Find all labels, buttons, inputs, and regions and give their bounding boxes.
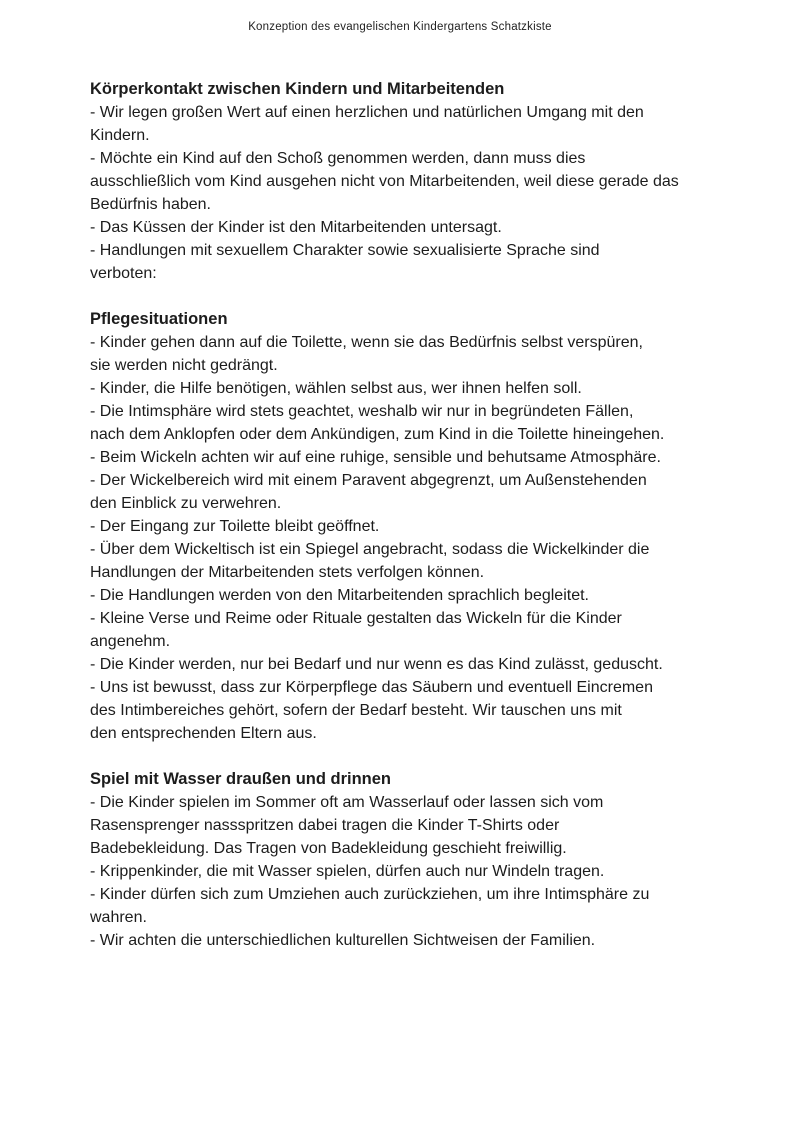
text-line: - Die Intimsphäre wird stets geachtet, weshalb wir nur in begründeten Fällen, <box>90 403 634 420</box>
text-line: - Beim Wickeln achten wir auf eine ruhige, sensible und behutsame Atmosphäre. <box>90 449 661 466</box>
text-line: - Krippenkinder, die mit Wasser spielen, dürfen auch nur Windeln tragen. <box>90 863 605 880</box>
section-heading: Körperkontakt zwischen Kindern und Mitarbeitenden <box>90 80 505 98</box>
text-line: - Kinder, die Hilfe benötigen, wählen selbst aus, wer ihnen helfen soll. <box>90 380 582 397</box>
text-line: - Kinder gehen dann auf die Toilette, wenn sie das Bedürfnis selbst verspüren, <box>90 334 643 351</box>
text-line: - Über dem Wickeltisch ist ein Spiegel angebracht, sodass die Wickelkinder die <box>90 541 650 558</box>
text-line: - Wir legen großen Wert auf einen herzlichen und natürlichen Umgang mit den <box>90 104 644 121</box>
text-line: - Handlungen mit sexuellem Charakter sowie sexualisierte Sprache sind <box>90 242 600 259</box>
text-line: den entsprechenden Eltern aus. <box>90 725 317 742</box>
section-lines <box>90 331 745 745</box>
text-line: den Einblick zu verwehren. <box>90 495 282 512</box>
text-line: - Kinder dürfen sich zum Umziehen auch zurückziehen, um ihre Intimsphäre zu <box>90 886 650 903</box>
text-line: - Das Küssen der Kinder ist den Mitarbeitenden untersagt. <box>90 219 502 236</box>
text-line: Badebekleidung. Das Tragen von Badekleidung geschieht freiwillig. <box>90 840 567 857</box>
text-line: - Der Wickelbereich wird mit einem Paravent abgegrenzt, um Außenstehenden <box>90 472 647 489</box>
section-lines <box>90 101 745 285</box>
text-line: ausschließlich vom Kind ausgehen nicht von Mitarbeitenden, weil diese gerade das <box>90 173 679 190</box>
document-body <box>90 78 745 952</box>
text-line: angenehm. <box>90 633 171 650</box>
text-line: - Kleine Verse und Reime oder Rituale gestalten das Wickeln für die Kinder <box>90 610 622 627</box>
text-line: - Möchte ein Kind auf den Schoß genommen werden, dann muss dies <box>90 150 586 167</box>
text-line: - Wir achten die unterschiedlichen kulturellen Sichtweisen der Familien. <box>90 932 596 949</box>
document-section <box>90 768 745 952</box>
text-line: - Die Kinder werden, nur bei Bedarf und nur wenn es das Kind zulässt, geduscht. <box>90 656 663 673</box>
text-line: verboten: <box>90 265 157 282</box>
page-header: Konzeption des evangelischen Kindergartens Schatzkiste <box>248 21 552 33</box>
text-line: Bedürfnis haben. <box>90 196 211 213</box>
text-line: - Die Handlungen werden von den Mitarbeitenden sprachlich begleitet. <box>90 587 589 604</box>
text-line: nach dem Anklopfen oder dem Ankündigen, zum Kind in die Toilette hineingehen. <box>90 426 665 443</box>
text-line: des Intimbereiches gehört, sofern der Bedarf besteht. Wir tauschen uns mit <box>90 702 622 719</box>
section-heading: Pflegesituationen <box>90 310 228 328</box>
section-heading: Spiel mit Wasser draußen und drinnen <box>90 770 392 788</box>
text-line: - Der Eingang zur Toilette bleibt geöffnet. <box>90 518 380 535</box>
text-line: Rasensprenger nassspritzen dabei tragen die Kinder T-Shirts oder <box>90 817 560 834</box>
text-line: sie werden nicht gedrängt. <box>90 357 278 374</box>
text-line: wahren. <box>90 909 147 926</box>
text-line: Kindern. <box>90 127 150 144</box>
document-section <box>90 78 745 285</box>
text-line: - Uns ist bewusst, dass zur Körperpflege das Säubern und eventuell Eincremen <box>90 679 653 696</box>
text-line: - Die Kinder spielen im Sommer oft am Wasserlauf oder lassen sich vom <box>90 794 604 811</box>
document-section <box>90 308 745 745</box>
section-lines <box>90 791 745 952</box>
text-line: Handlungen der Mitarbeitenden stets verfolgen können. <box>90 564 485 581</box>
